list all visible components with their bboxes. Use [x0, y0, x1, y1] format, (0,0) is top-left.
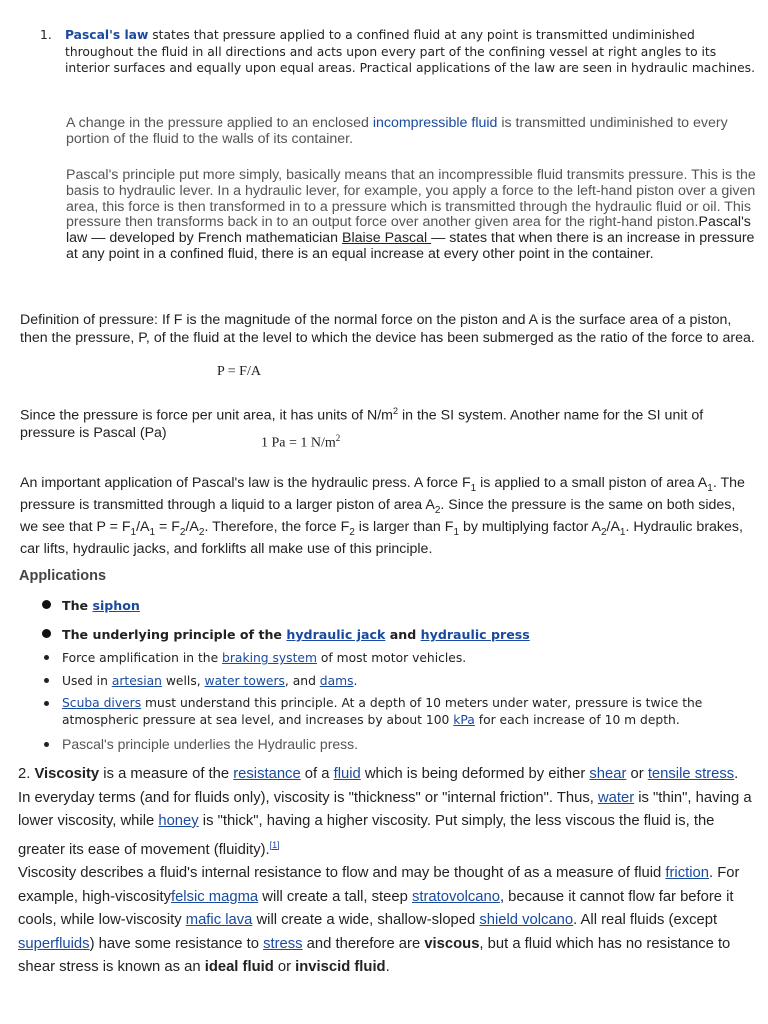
- artesian-link[interactable]: artesian: [111, 674, 162, 688]
- kpa-link[interactable]: kPa: [453, 713, 475, 727]
- superfluids-link[interactable]: superfluids: [18, 935, 90, 952]
- list-number: 1.: [40, 28, 52, 42]
- dams-link[interactable]: dams: [319, 674, 354, 688]
- water-link[interactable]: water: [597, 789, 635, 806]
- siphon-link[interactable]: siphon: [92, 598, 140, 613]
- hydraulic-lever-paragraph: Pascal's principle put more simply, basically means that an incompressible fluid transmits pressure. This is the basis to hydraulic lever. In a hydraulic lever, for example, you apply a force to the left-hand piston over a given area, this force is then transformed in to a pressure which is transmitted through the hydraulic fluid or oil. This pressure then transforms back in to an output force over another given area for the right-hand piston.Pascal's law — developed by French mathematician Blaise Pascal — states that when there is an increase in pressure at any point in a confined fluid, there is an equal increase at every other point in the container.: [66, 167, 756, 262]
- felsic-magma-link[interactable]: felsic magma: [170, 888, 259, 905]
- stress-link[interactable]: stress: [263, 935, 303, 952]
- pascal-law-item: [40, 27, 755, 77]
- applications-heading: Applications: [19, 568, 107, 584]
- hydraulic-press-link[interactable]: hydraulic press: [420, 627, 530, 642]
- pascal-unit-formula: 1 Pa = 1 $N/m^2$: [261, 433, 341, 451]
- bullet-icon: [44, 655, 49, 660]
- honey-link[interactable]: honey: [158, 813, 199, 829]
- applications-list: [32, 596, 752, 756]
- shield-volcano-link[interactable]: shield volcano: [479, 912, 574, 928]
- shear-link[interactable]: shear: [589, 766, 627, 782]
- water-towers-link[interactable]: water towers: [204, 674, 285, 688]
- bullet-icon: [42, 629, 51, 638]
- resistance-link[interactable]: resistance: [233, 766, 301, 782]
- list-item: The underlying principle of the hydraulic jack and hydraulic press: [32, 625, 752, 649]
- incompressible-paragraph: A change in the pressure applied to an enclosed incompressible fluid is transmitted undiminished to every portion of the fluid to the walls of its container.: [66, 115, 728, 147]
- viscosity-paragraph: 2. Viscosity is a measure of the resistance of a fluid which is being deformed by either shear or tensile stress. In everyday terms (and for fluids only), viscosity is "thickness" or "internal friction". Thus, water is "thin", having a lower viscosity, while honey is "thick", having a higher viscosity. Put simply, the less viscous the fluid is, the greater its ease of movement (fluidity).[1]: [18, 766, 752, 858]
- incompressible-fluid-link[interactable]: incompressible fluid: [372, 115, 498, 131]
- pressure-units-paragraph: Since the pressure is force per unit area, it has units of $N/m^2$ in the SI system. Another name for the SI unit of pressure is Pascal (Pa): [20, 406, 704, 442]
- pressure-formula: P = F/A: [217, 364, 261, 379]
- list-item: Pascal's principle underlies the Hydraulic press.: [32, 734, 752, 756]
- list-item: Force amplification in the braking system of most motor vehicles.: [32, 649, 752, 672]
- reference-link[interactable]: [1]: [269, 839, 280, 850]
- list-item: Used in artesian wells, water towers, and dams.: [32, 672, 752, 695]
- viscosity-term: Viscosity: [34, 766, 100, 782]
- bullet-icon: [44, 701, 49, 706]
- list-item: Scuba divers must understand this principle. At a depth of 10 meters under water, pressure is twice the atmospheric pressure at sea level, and increases by about 100 kPa for each increase of 10 m depth.: [32, 695, 752, 734]
- friction-link[interactable]: friction: [665, 865, 709, 881]
- braking-system-link[interactable]: braking system: [222, 651, 317, 665]
- blaise-pascal-link[interactable]: Blaise Pascal: [342, 230, 432, 247]
- fluid-link[interactable]: fluid: [333, 766, 361, 782]
- stratovolcano-link[interactable]: stratovolcano: [411, 888, 500, 905]
- tensile-stress-link[interactable]: tensile stress: [647, 766, 735, 782]
- scuba-divers-link[interactable]: Scuba divers: [62, 696, 142, 710]
- pascal-law-definition: Pascal's law states that pressure applied to a confined fluid at any point is transmitted undiminished throughout the fluid in all directions and acts upon every part of the confining vessel at right angles to its interior surfaces and equally upon equal areas. Practical applications of the law are seen in hydraulic machines.: [65, 28, 755, 75]
- list-item: The siphon: [32, 596, 752, 625]
- viscosity-description-paragraph: Viscosity describes a fluid's internal resistance to flow and may be thought of as a measure of fluid friction. For example, high-viscosityfelsic magma will create a tall, steep stratovolcano, because it cannot flow far before it cools, while low-viscosity mafic lava will create a wide, shallow-sloped shield volcano. All real fluids (except superfluids) have some resistance to stress and therefore are viscous, but a fluid which has no resistance to shear stress is known as an ideal fluid or inviscid fluid.: [18, 865, 740, 975]
- bullet-icon: [44, 678, 49, 683]
- bullet-icon: [44, 742, 49, 747]
- mafic-lava-link[interactable]: mafic lava: [185, 912, 253, 928]
- bullet-icon: [42, 600, 51, 609]
- pressure-definition: Definition of pressure: If F is the magnitude of the normal force on the piston and A is the surface area of a piston, then the pressure, P, of the fluid at the level to which the device has been submerged as the ratio of the force to area.: [20, 312, 755, 346]
- pascal-law-link[interactable]: Pascal's law: [65, 28, 149, 42]
- hydraulic-press-paragraph: An important application of Pascal's law is the hydraulic press. A force $F_1$ is applied to a small piston of area $A_1$. The pressure is transmitted through a liquid to a larger piston of area $A_2$. Since the pressure is the same on both sides, we see that $P = F_1/A_1 = F_2/A_2$. Therefore, the force $F_2$ is larger than $F_1$ by multiplying factor $A_2/A_1$. Hydraulic brakes, car lifts, hydraulic jacks, and forklifts all make use of this principle.: [20, 475, 745, 558]
- hydraulic-jack-link[interactable]: hydraulic jack: [286, 627, 386, 642]
